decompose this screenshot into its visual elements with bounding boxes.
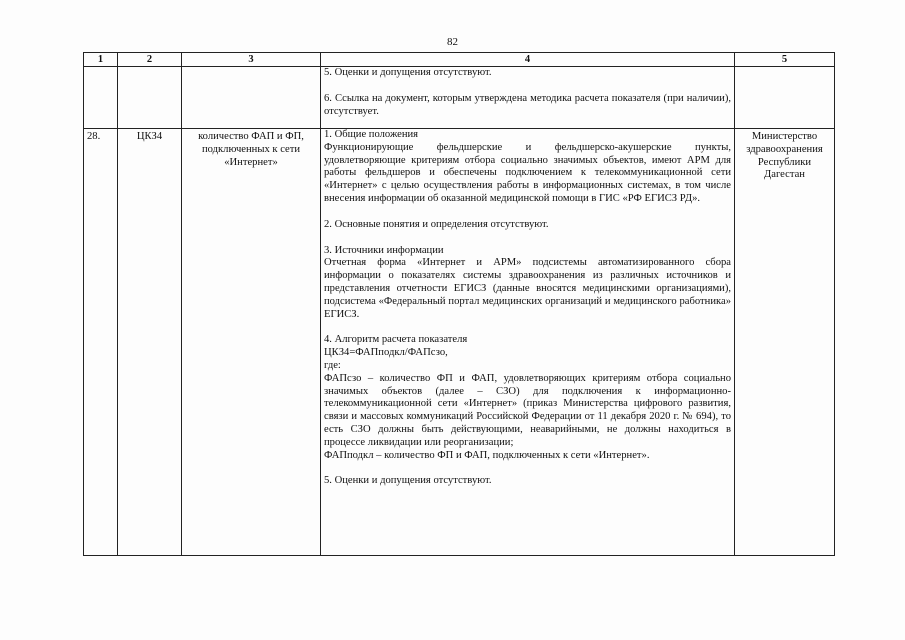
section-4-where: где: <box>324 359 341 371</box>
section-3-text: Отчетная форма «Интернет и АРМ» подсистемы автоматизированного сбора информации о показателях системы здравоохранения из различных источников и представления отчетности ЕГИСЗ (данные вносятся медицинскими организациями), подсистема «Федеральный портал медицинских организаций и медицинского работника» ЕГИСЗ. <box>324 257 731 320</box>
section-1-title: 1. Общие положения <box>324 129 419 140</box>
section-4-title: 4. Алгоритм расчета показателя <box>324 334 468 346</box>
table-row-28 <box>84 129 835 556</box>
continuation-item-5: 5. Оценки и допущения отсутствуют. <box>324 67 492 78</box>
indicator-name: количество ФАП и ФП, подключенных к сети «Интернет» <box>182 129 321 556</box>
indicator-code: ЦКЗ4 <box>118 129 182 556</box>
header-cell-1: 1 <box>84 53 118 67</box>
section-5: 5. Оценки и допущения отсутствуют. <box>324 475 492 487</box>
continuation-text <box>321 67 735 129</box>
header-cell-5: 5 <box>735 53 835 67</box>
header-cell-4: 4 <box>321 53 735 67</box>
section-4-definition-1: ФАПсзо – количество ФП и ФАП, удовлетворяющих критериям отбора социально значимых объектов (далее – СЗО) для подключения к информационно-телекоммуникационной сети «Интернет» (приказ Министерства цифрового развития, связи и массовых коммуникаций Российской Федерации от 11 декабря 2020 г. № 694), то есть СЗО должны быть действующими, неаварийными, не должны находиться в процессе ликвидации или реорганизации; <box>324 372 731 448</box>
continuation-item-6: 6. Ссылка на документ, которым утверждена методика расчета показателя (при наличии), отсутствует. <box>324 92 731 117</box>
section-1-text: Функционирующие фельдшерские и фельдшерско-акушерские пункты, удовлетворяющие критериям отбора социально значимых объектов, имеют АРМ для работы фельдшеров и обеспечены подключением к телекоммуникационной сети «Интернет» с целью осуществления работы в информационных системах, в том числе внесения информации об оказанной медицинской помощи в ГИС «РФ ЕГИСЗ РД». <box>324 141 731 204</box>
table-header-row <box>84 53 835 67</box>
indicator-table <box>83 52 835 556</box>
section-2: 2. Основные понятия и определения отсутствуют. <box>324 218 549 230</box>
section-4-formula: ЦКЗ4=ФАПподкл/ФАПсзо, <box>324 347 448 359</box>
table-row-continuation <box>84 67 835 129</box>
header-cell-2: 2 <box>118 53 182 67</box>
row-number: 28. <box>84 129 118 556</box>
section-3-title: 3. Источники информации <box>324 244 444 256</box>
section-4-definition-2: ФАПподкл – количество ФП и ФАП, подключенных к сети «Интернет». <box>324 449 650 461</box>
page-number: 82 <box>447 36 458 48</box>
indicator-methodology <box>321 129 735 556</box>
responsible-ministry: Министерство здравоохранения Республики Дагестан <box>735 129 835 556</box>
header-cell-3: 3 <box>182 53 321 67</box>
